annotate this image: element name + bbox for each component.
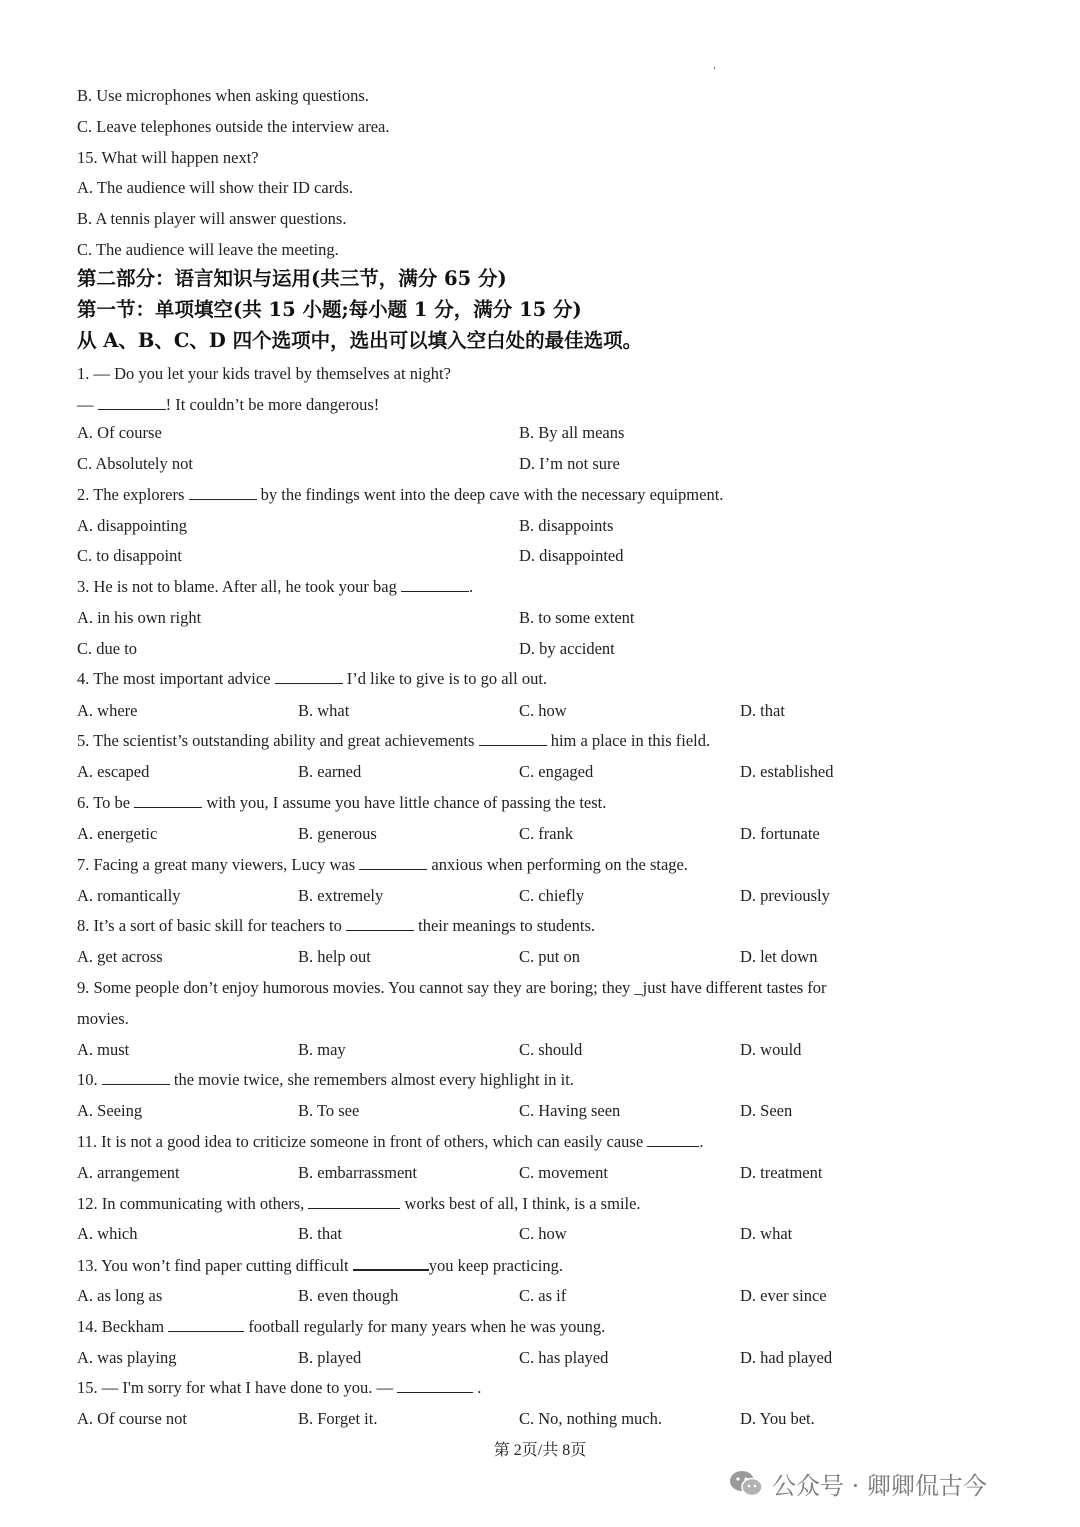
q5-option-c[interactable]: C. engaged — [519, 762, 594, 781]
question-10-stem: 10. the movie twice, she remembers almost every highlight in it. — [77, 1070, 574, 1089]
answer-blank — [168, 1316, 244, 1332]
q3-option-d[interactable]: D. by accident — [519, 639, 615, 658]
q14-option-d[interactable]: D. had played — [740, 1348, 833, 1367]
q12-option-d[interactable]: D. what — [740, 1224, 793, 1243]
answer-blank — [479, 730, 547, 746]
question-9-stem: 9. Some people don’t enjoy humorous movies. You cannot say they are boring; they _just have different tastes for — [77, 978, 827, 997]
q11-option-d[interactable]: D. treatment — [740, 1163, 823, 1182]
q1-option-c[interactable]: C. Absolutely not — [77, 454, 193, 473]
q9-option-a[interactable]: A. must — [77, 1040, 130, 1059]
q4-option-c[interactable]: C. how — [519, 701, 567, 720]
q11-option-b[interactable]: B. embarrassment — [298, 1163, 418, 1182]
q11-option-a[interactable]: A. arrangement — [77, 1163, 180, 1182]
wechat-icon — [728, 1469, 764, 1499]
watermark-text: 公众号 · 卿卿侃古今 — [772, 1472, 987, 1500]
q13-option-d[interactable]: D. ever since — [740, 1286, 827, 1305]
q8-option-c[interactable]: C. put on — [519, 947, 580, 966]
answer-blank — [397, 1377, 473, 1393]
q15-option-d[interactable]: D. You bet. — [740, 1409, 815, 1428]
q15-option-b[interactable]: B. Forget it. — [298, 1409, 378, 1428]
listening-option-14c: C. Leave telephones outside the interview area. — [77, 117, 390, 136]
answer-blank — [275, 668, 343, 684]
q10-option-a[interactable]: A. Seeing — [77, 1101, 143, 1120]
q14-option-c[interactable]: C. has played — [519, 1348, 609, 1367]
q4-option-d[interactable]: D. that — [740, 701, 785, 720]
q5-option-d[interactable]: D. established — [740, 762, 834, 781]
q13-option-b[interactable]: B. even though — [298, 1286, 399, 1305]
answer-blank — [98, 394, 166, 410]
q6-option-c[interactable]: C. frank — [519, 824, 574, 843]
answer-blank — [401, 576, 469, 592]
question-11-stem: 11. It is not a good idea to criticize someone in front of others, which can easily cause . — [77, 1132, 704, 1151]
q7-option-b[interactable]: B. extremely — [298, 886, 384, 905]
part-two-heading: 第二部分：语言知识与运用(共三节，满分 65 分) — [77, 267, 507, 290]
q10-option-d[interactable]: D. Seen — [740, 1101, 793, 1120]
q6-option-a[interactable]: A. energetic — [77, 824, 158, 843]
q3-option-a[interactable]: A. in his own right — [77, 608, 202, 627]
listening-option-15a: A. The audience will show their ID cards. — [77, 178, 353, 197]
q8-option-b[interactable]: B. help out — [298, 947, 371, 966]
question-8-stem: 8. It’s a sort of basic skill for teachers to their meanings to students. — [77, 916, 596, 935]
listening-option-14b: B. Use microphones when asking questions. — [77, 86, 369, 105]
q13-option-a[interactable]: A. as long as — [77, 1286, 163, 1305]
question-1-response: — ! It couldn’t be more dangerous! — [77, 395, 380, 414]
q2-option-b[interactable]: B. disappoints — [519, 516, 614, 535]
scan-mark: ' — [713, 66, 716, 77]
q1-option-d[interactable]: D. I’m not sure — [519, 454, 620, 473]
q15-option-a[interactable]: A. Of course not — [77, 1409, 187, 1428]
q5-option-a[interactable]: A. escaped — [77, 762, 150, 781]
question-6-stem: 6. To be with you, I assume you have little chance of passing the test. — [77, 793, 607, 812]
question-12-stem: 12. In communicating with others, works best of all, I think, is a smile. — [77, 1194, 641, 1213]
question-2-stem: 2. The explorers by the findings went into the deep cave with the necessary equipment. — [77, 485, 724, 504]
question-13-stem: 13. You won’t find paper cutting difficult you keep practicing. — [77, 1256, 563, 1275]
q9-option-d[interactable]: D. would — [740, 1040, 802, 1059]
q12-option-b[interactable]: B. that — [298, 1224, 342, 1243]
q9-option-c[interactable]: C. should — [519, 1040, 583, 1059]
q10-option-b[interactable]: B. To see — [298, 1101, 360, 1120]
answer-blank — [189, 484, 257, 500]
q7-option-c[interactable]: C. chiefly — [519, 886, 585, 905]
q8-option-d[interactable]: D. let down — [740, 947, 818, 966]
q10-option-c[interactable]: C. Having seen — [519, 1101, 621, 1120]
q12-option-c[interactable]: C. how — [519, 1224, 567, 1243]
q1-option-b[interactable]: B. By all means — [519, 423, 625, 442]
section-one-heading: 第一节：单项填空(共 15 小题;每小题 1 分，满分 15 分) — [77, 298, 582, 321]
page-number: 第 2页/共 8页 — [493, 1442, 587, 1459]
question-15-stem: 15. — I'm sorry for what I have done to you. — . — [77, 1378, 482, 1397]
listening-option-15b: B. A tennis player will answer questions. — [77, 209, 347, 228]
q3-option-b[interactable]: B. to some extent — [519, 608, 635, 627]
q1-option-a[interactable]: A. Of course — [77, 423, 162, 442]
instructions: 从 A、B、C、D 四个选项中，选出可以填入空白处的最佳选项。 — [77, 329, 643, 352]
q7-option-a[interactable]: A. romantically — [77, 886, 181, 905]
listening-question-15: 15. What will happen next? — [77, 148, 259, 167]
q7-option-d[interactable]: D. previously — [740, 886, 830, 905]
question-9-stem-cont: movies. — [77, 1009, 129, 1028]
q9-option-b[interactable]: B. may — [298, 1040, 346, 1059]
q4-option-b[interactable]: B. what — [298, 701, 350, 720]
q11-option-c[interactable]: C. movement — [519, 1163, 608, 1182]
wechat-watermark — [728, 1466, 987, 1501]
listening-option-15c: C. The audience will leave the meeting. — [77, 240, 339, 259]
q8-option-a[interactable]: A. get across — [77, 947, 163, 966]
answer-blank — [359, 854, 427, 870]
answer-blank — [647, 1131, 699, 1147]
answer-blank — [346, 915, 414, 931]
q5-option-b[interactable]: B. earned — [298, 762, 362, 781]
q2-option-d[interactable]: D. disappointed — [519, 546, 624, 565]
q3-option-c[interactable]: C. due to — [77, 639, 138, 658]
q12-option-a[interactable]: A. which — [77, 1224, 138, 1243]
q2-option-a[interactable]: A. disappointing — [77, 516, 187, 535]
q15-option-c[interactable]: C. No, nothing much. — [519, 1409, 662, 1428]
q13-option-c[interactable]: C. as if — [519, 1286, 567, 1305]
q2-option-c[interactable]: C. to disappoint — [77, 546, 182, 565]
question-14-stem: 14. Beckham football regularly for many years when he was young. — [77, 1317, 606, 1336]
q6-option-b[interactable]: B. generous — [298, 824, 377, 843]
question-5-stem: 5. The scientist’s outstanding ability and great achievements him a place in this field. — [77, 731, 711, 750]
question-1-stem: 1. — Do you let your kids travel by themselves at night? — [77, 364, 451, 383]
q4-option-a[interactable]: A. where — [77, 701, 138, 720]
answer-blank — [308, 1193, 400, 1209]
question-3-stem: 3. He is not to blame. After all, he took your bag . — [77, 577, 474, 596]
question-4-stem: 4. The most important advice I’d like to give is to go all out. — [77, 669, 548, 688]
answer-blank — [102, 1069, 170, 1085]
q6-option-d[interactable]: D. fortunate — [740, 824, 820, 843]
answer-blank — [353, 1254, 429, 1271]
q14-option-a[interactable]: A. was playing — [77, 1348, 177, 1367]
q14-option-b[interactable]: B. played — [298, 1348, 362, 1367]
answer-blank — [134, 792, 202, 808]
question-7-stem: 7. Facing a great many viewers, Lucy was anxious when performing on the stage. — [77, 855, 688, 874]
